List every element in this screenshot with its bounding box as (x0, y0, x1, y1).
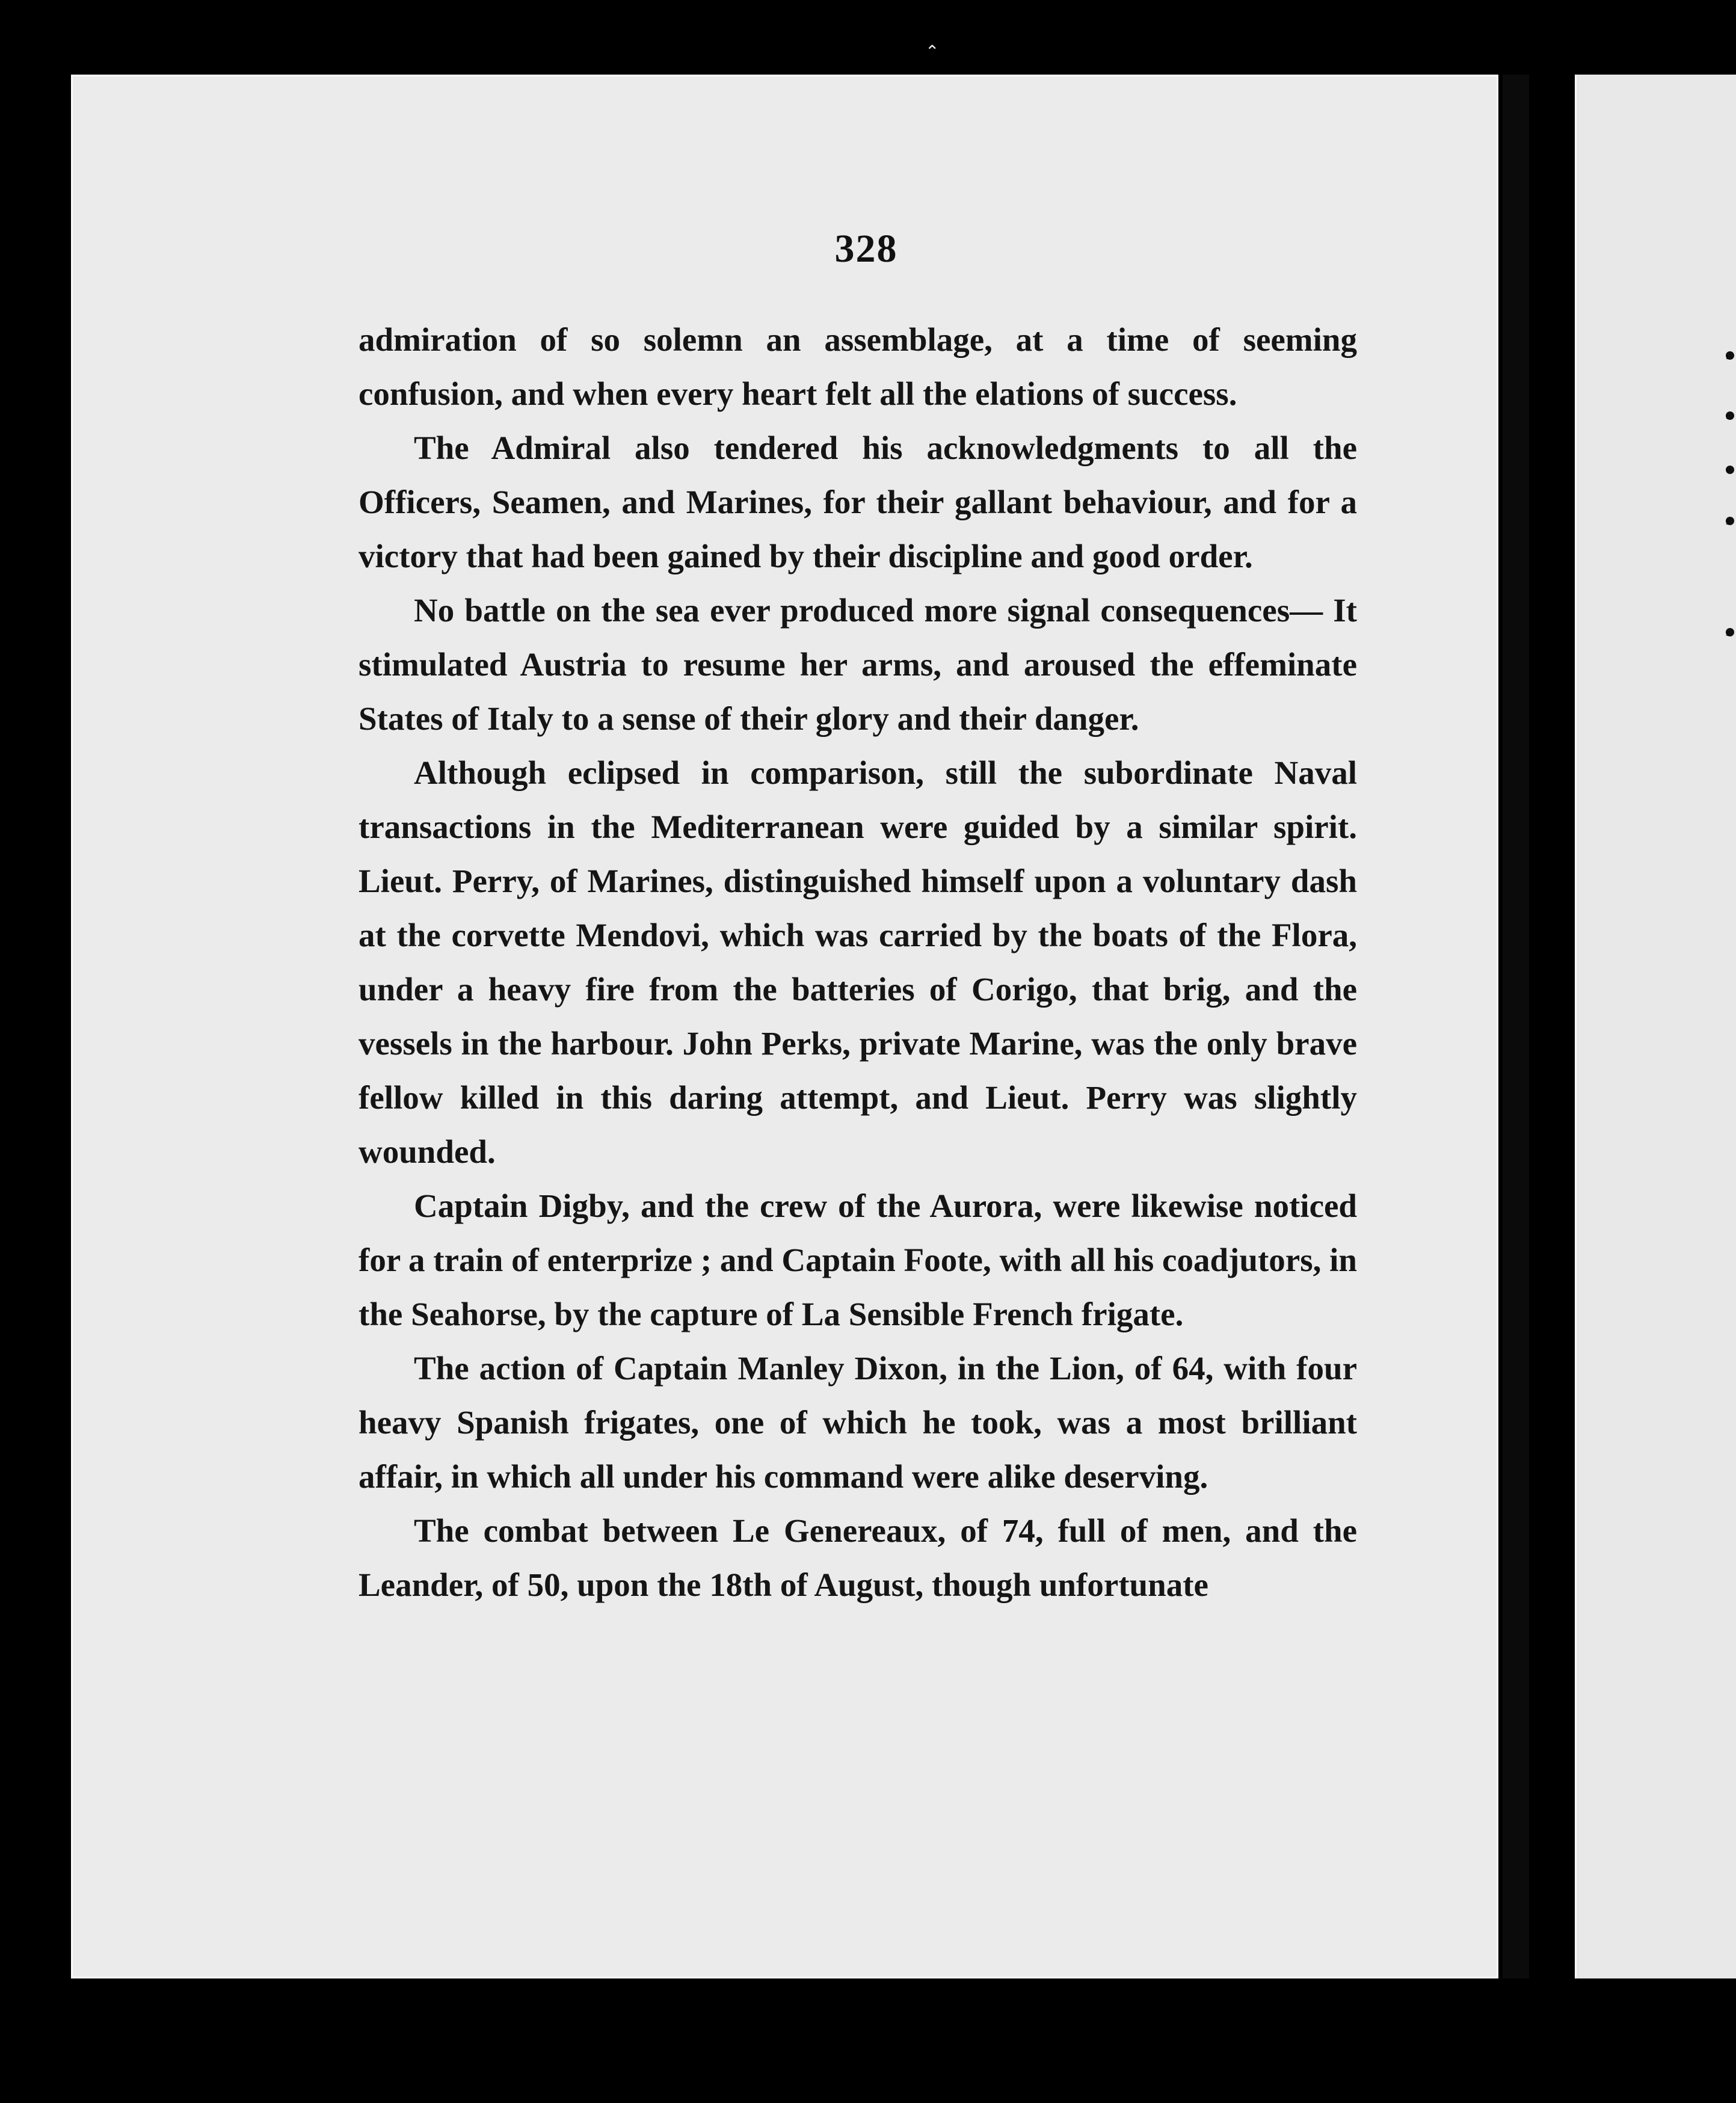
binding-gutter (1503, 75, 1529, 1978)
paragraph-1: admiration of so solemn an assemblage, at a time of seeming confusion, and when every heart felt all the elations of success. (359, 321, 1357, 412)
facing-page-edge (1575, 75, 1736, 1978)
paragraph-3: No battle on the sea ever produced more signal consequences— It stimulated Austria to resume her arms, and aroused the effeminate States of Italy to a sense of their glory and their danger. (359, 592, 1357, 737)
paragraph-7: The combat between Le Genereaux, of 74, full of men, and the Leander, of 50, upon the 18th of August, though unfortunate (359, 1512, 1357, 1603)
facing-fragment: c (1726, 411, 1734, 420)
facing-fragment: s (1726, 628, 1734, 636)
facing-fragment: i (1726, 351, 1734, 360)
scan-speck: ⌃ (925, 43, 940, 61)
paragraph-4: Although eclipsed in comparison, still the subordinate Naval transactions in the Mediterranean were guided by a similar spirit. Lieut. Perry, of Marines, distinguished himself upon a voluntary dash at the corvette Mendovi, which was carried by the boats of the Flora, under a heavy fire from the batteries of Corigo, that brig, and the vessels in the harbour. John Perks, private Marine, was the only brave fellow killed in this daring attempt, and Lieut. Perry was slightly wounded. (359, 754, 1357, 1170)
paragraph-5: Captain Digby, and the crew of the Aurora, were likewise noticed for a train of enterprize ; and Captain Foote, with all his coadjutors, in the Seahorse, by the capture of La Sensible French frigate. (359, 1187, 1357, 1332)
facing-fragment: v (1726, 466, 1734, 474)
page-body (359, 313, 1357, 1612)
facing-fragment: s (1726, 517, 1734, 525)
paragraph-2: The Admiral also tendered his acknowledgments to all the Officers, Seamen, and Marines, for their gallant behaviour, and for a victory that had been gained by their discipline and good order. (359, 430, 1357, 574)
page-number: 328 (834, 227, 898, 271)
paragraph-6: The action of Captain Manley Dixon, in the Lion, of 64, with four heavy Spanish frigates, one of which he took, was a most brilliant affair, in which all under his command were alike deserving. (359, 1350, 1357, 1495)
